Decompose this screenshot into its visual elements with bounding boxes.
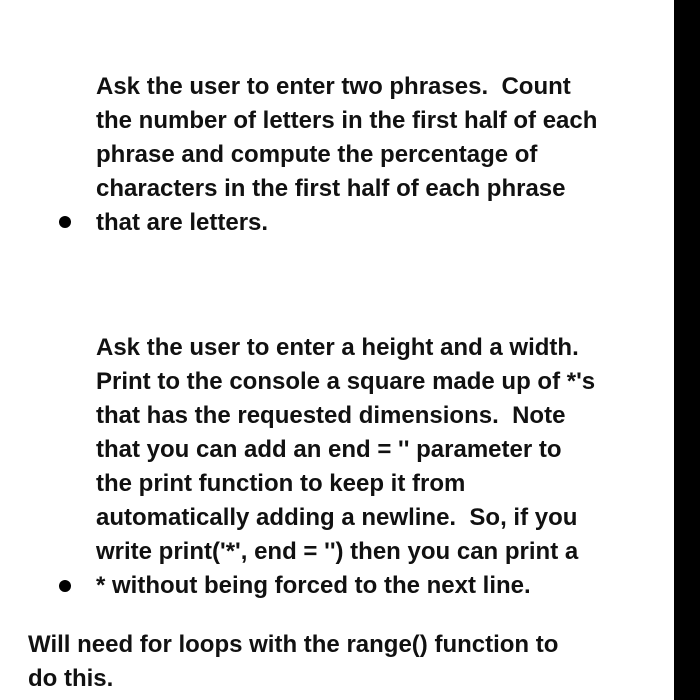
bullet-dot-icon (59, 580, 71, 592)
bullet-item-text: Ask the user to enter a height and a width. Print to the console a square made up of *'s that has the requested dimensions. Note that you can add an end = '' parameter to the print function to keep it from automatically adding a newline. So, if you write print('*', end = '') then you can print a * without being forced to the next line. (96, 334, 596, 599)
closing-note: Will need for loops with the range() function to do this. (28, 631, 559, 692)
bullet-dot-icon (59, 216, 71, 228)
bullet-item-text: Ask the user to enter two phrases. Count the number of letters in the first half of each phrase and compute the percentage of characters in the first half of each phrase that are letters. (96, 73, 598, 236)
